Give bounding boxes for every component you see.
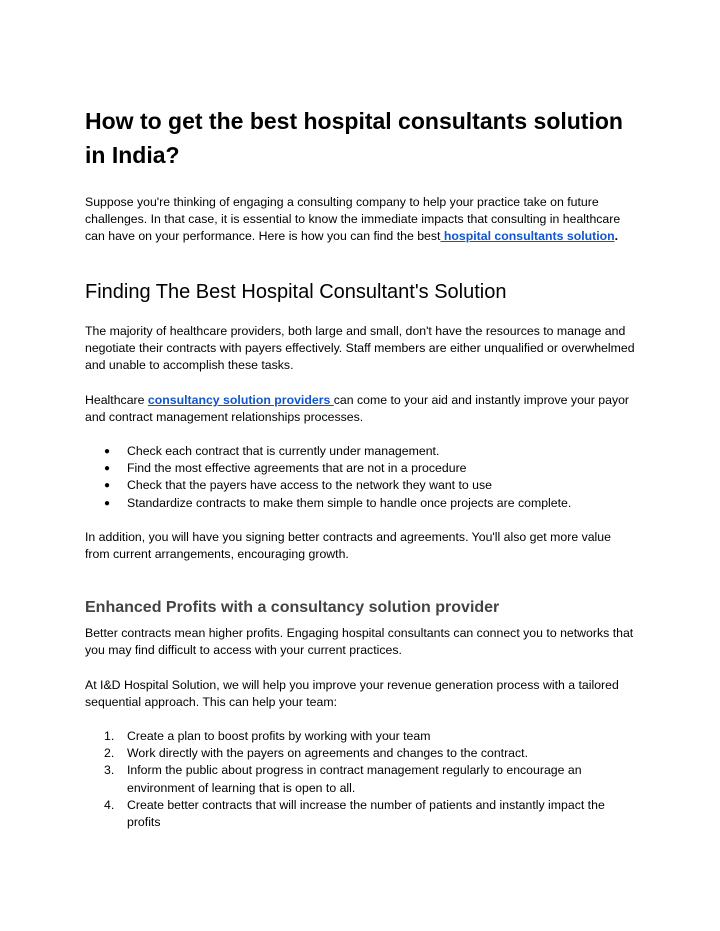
hospital-consultants-link[interactable]: hospital consultants solution	[440, 229, 615, 244]
paragraph-providers: The majority of healthcare providers, both large and small, don't have the resources to manage and negotiate their contracts with payers effectively. Staff members are either unqualified or overwhelmed and unable to accomplish these tasks.	[85, 324, 635, 373]
item-number: 1.	[104, 729, 115, 743]
paragraph-healthcare	[85, 392, 637, 426]
paragraph-id-hospital: At I&D Hospital Solution, we will help you improve your revenue generation process with a tailored sequential approach. This can help your team:	[85, 678, 619, 710]
bullet-item: ● Find the most effective agreements that are not in a procedure	[85, 460, 637, 477]
healthcare-text-after: can come to your aid and instantly improve your payor and contract management relationships processes.	[85, 393, 630, 425]
numbered-item	[85, 797, 637, 831]
consultancy-solution-providers-link[interactable]: consultancy solution providers	[147, 393, 334, 407]
item-text: Create a plan to boost profits by working with your team	[127, 729, 431, 743]
item-text: Create better contracts that will increase the number of patients and instantly impact the profits	[127, 797, 605, 830]
item-number: 3.	[104, 763, 115, 778]
section-heading-finding: Finding The Best Hospital Consultant's Solution	[85, 281, 507, 303]
item-text: Inform the public about progress in contract management regularly to encourage an environment of learning that is open to all.	[127, 763, 582, 795]
bullet-item: ● Check each contract that is currently under management.	[85, 443, 637, 460]
bullet-item: ● Check that the payers have access to the network they want to use	[85, 477, 637, 494]
intro-paragraph	[85, 194, 637, 246]
item-text: Work directly with the payers on agreements and changes to the contract.	[127, 746, 528, 761]
numbered-list	[85, 728, 637, 831]
healthcare-text-before: Healthcare	[85, 393, 148, 407]
page-title: How to get the best hospital consultants solution in India?	[85, 108, 623, 168]
bullet-item: ● Standardize contracts to make them simple to handle once projects are complete.	[85, 495, 637, 512]
intro-text: Suppose you're thinking of engaging a consulting company to help your practice take on future challenges. In that case, it is essential to know the immediate impacts that consulting in healthcare can have on your performance. Here is how you can find the best	[85, 195, 621, 244]
numbered-item	[85, 745, 637, 762]
item-number: 4.	[104, 797, 115, 812]
intro-end: .	[614, 229, 619, 244]
paragraph-in-addition: In addition, you will have you signing better contracts and agreements. You'll also get more value from current arrangements, encouraging growth.	[85, 530, 611, 562]
section-heading-profits: Enhanced Profits with a consultancy solution provider	[85, 599, 500, 616]
numbered-item	[85, 762, 637, 796]
numbered-item	[85, 728, 637, 745]
bullet-list	[85, 443, 637, 512]
paragraph-better-contracts: Better contracts mean higher profits. Engaging hospital consultants can connect you to networks that you may find difficult to access with your current practices.	[85, 626, 634, 658]
item-number: 2.	[104, 746, 115, 761]
